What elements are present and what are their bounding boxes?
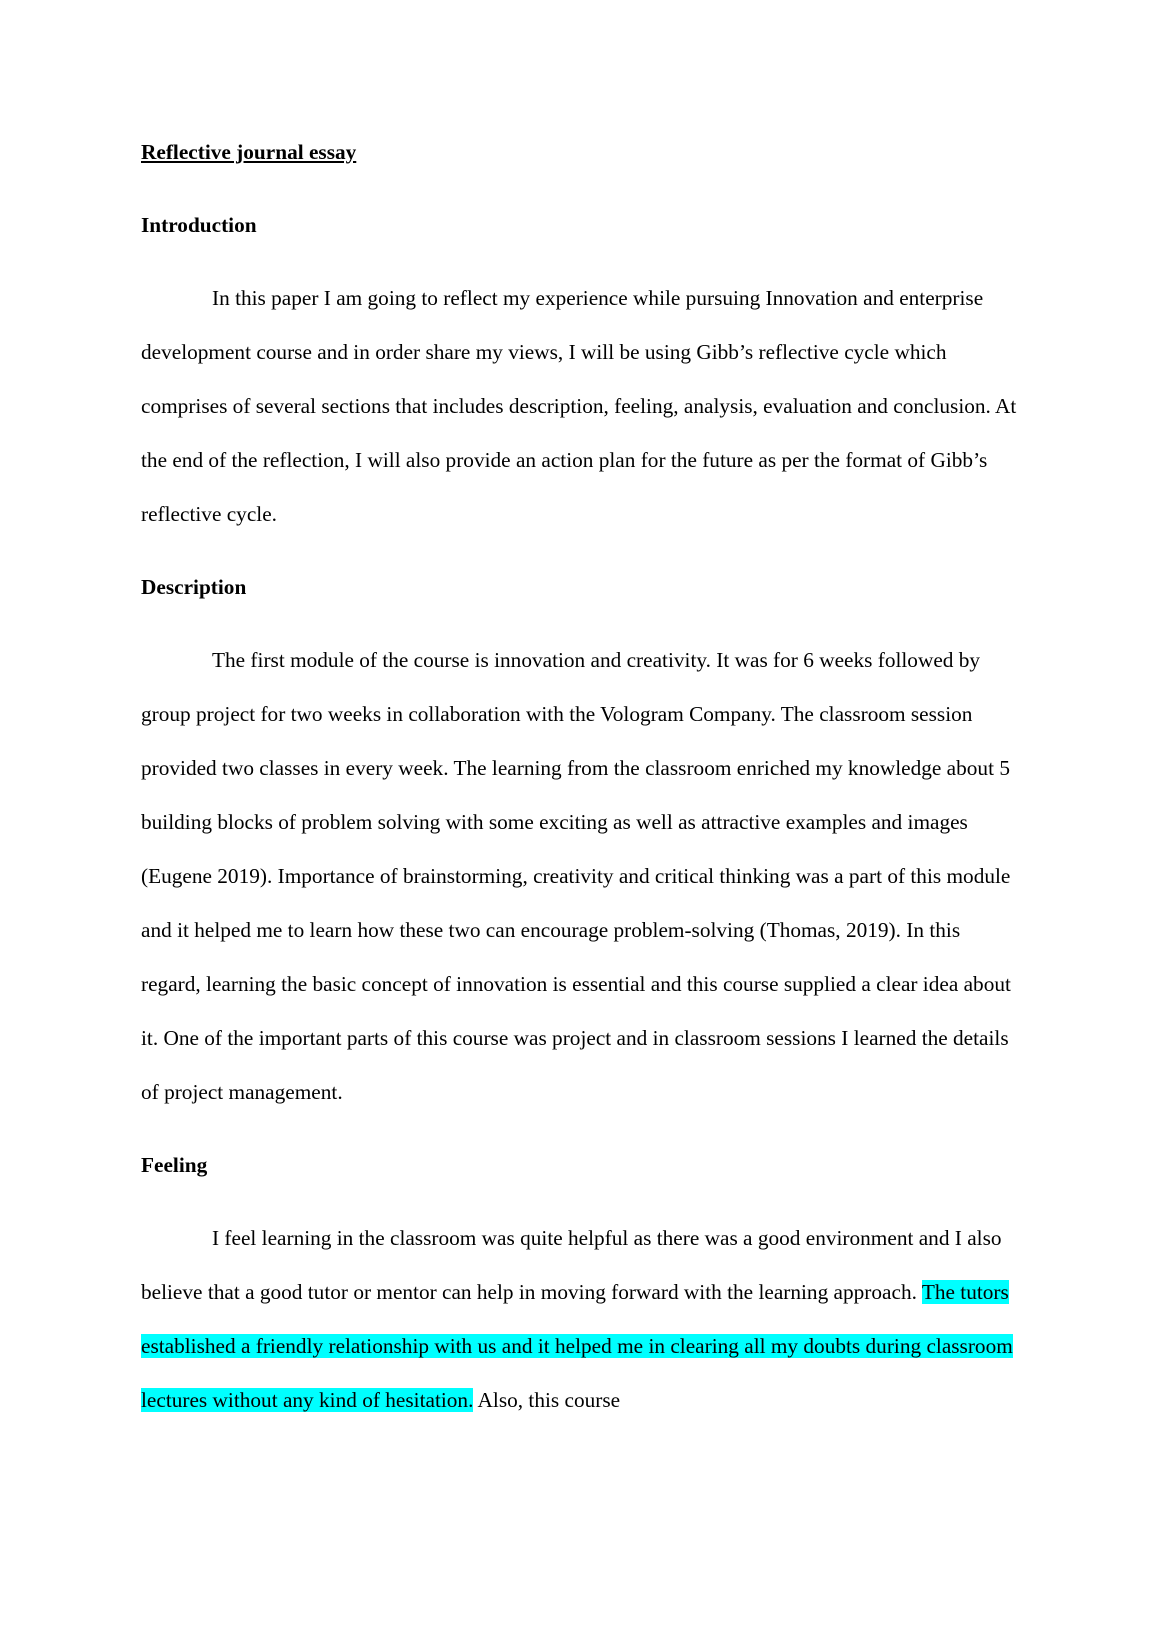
- feeling-text-before: I feel learning in the classroom was quite helpful as there was a good environment and I also believe that a good tutor or mentor can help in moving forward with the learning approach.: [141, 1226, 1002, 1304]
- heading-description: Description: [141, 575, 247, 599]
- paragraph-introduction: In this paper I am going to reflect my experience while pursuing Innovation and enterprise development course and in order share my views, I will be using Gibb’s reflective cycle which comprises of several sections that includes description, feeling, analysis, evaluation and conclusion. At the end of the reflection, I will also provide an action plan for the future as per the format of Gibb’s reflective cycle.: [141, 286, 1017, 526]
- highlighted-text: The tutors established a friendly relationship with us and it helped me in clearing all my doubts during classroom lectures without any kind of hesitation.: [141, 1280, 1013, 1412]
- feeling-text-after: Also, this course: [473, 1388, 621, 1412]
- document-title: Reflective journal essay: [141, 140, 357, 164]
- paragraph-feeling: [141, 1211, 1021, 1427]
- document-page: [141, 125, 1021, 1446]
- heading-introduction: Introduction: [141, 213, 257, 237]
- paragraph-description: The first module of the course is innovation and creativity. It was for 6 weeks followed by group project for two weeks in collaboration with the Vologram Company. The classroom session provided two classes in every week. The learning from the classroom enriched my knowledge about 5 building blocks of problem solving with some exciting as well as attractive examples and images (Eugene 2019). Importance of brainstorming, creativity and critical thinking was a part of this module and it helped me to learn how these two can encourage problem-solving (Thomas, 2019). In this regard, learning the basic concept of innovation is essential and this course supplied a clear idea about it. One of the important parts of this course was project and in classroom sessions I learned the details of project management.: [141, 648, 1011, 1104]
- heading-feeling: Feeling: [141, 1153, 208, 1177]
